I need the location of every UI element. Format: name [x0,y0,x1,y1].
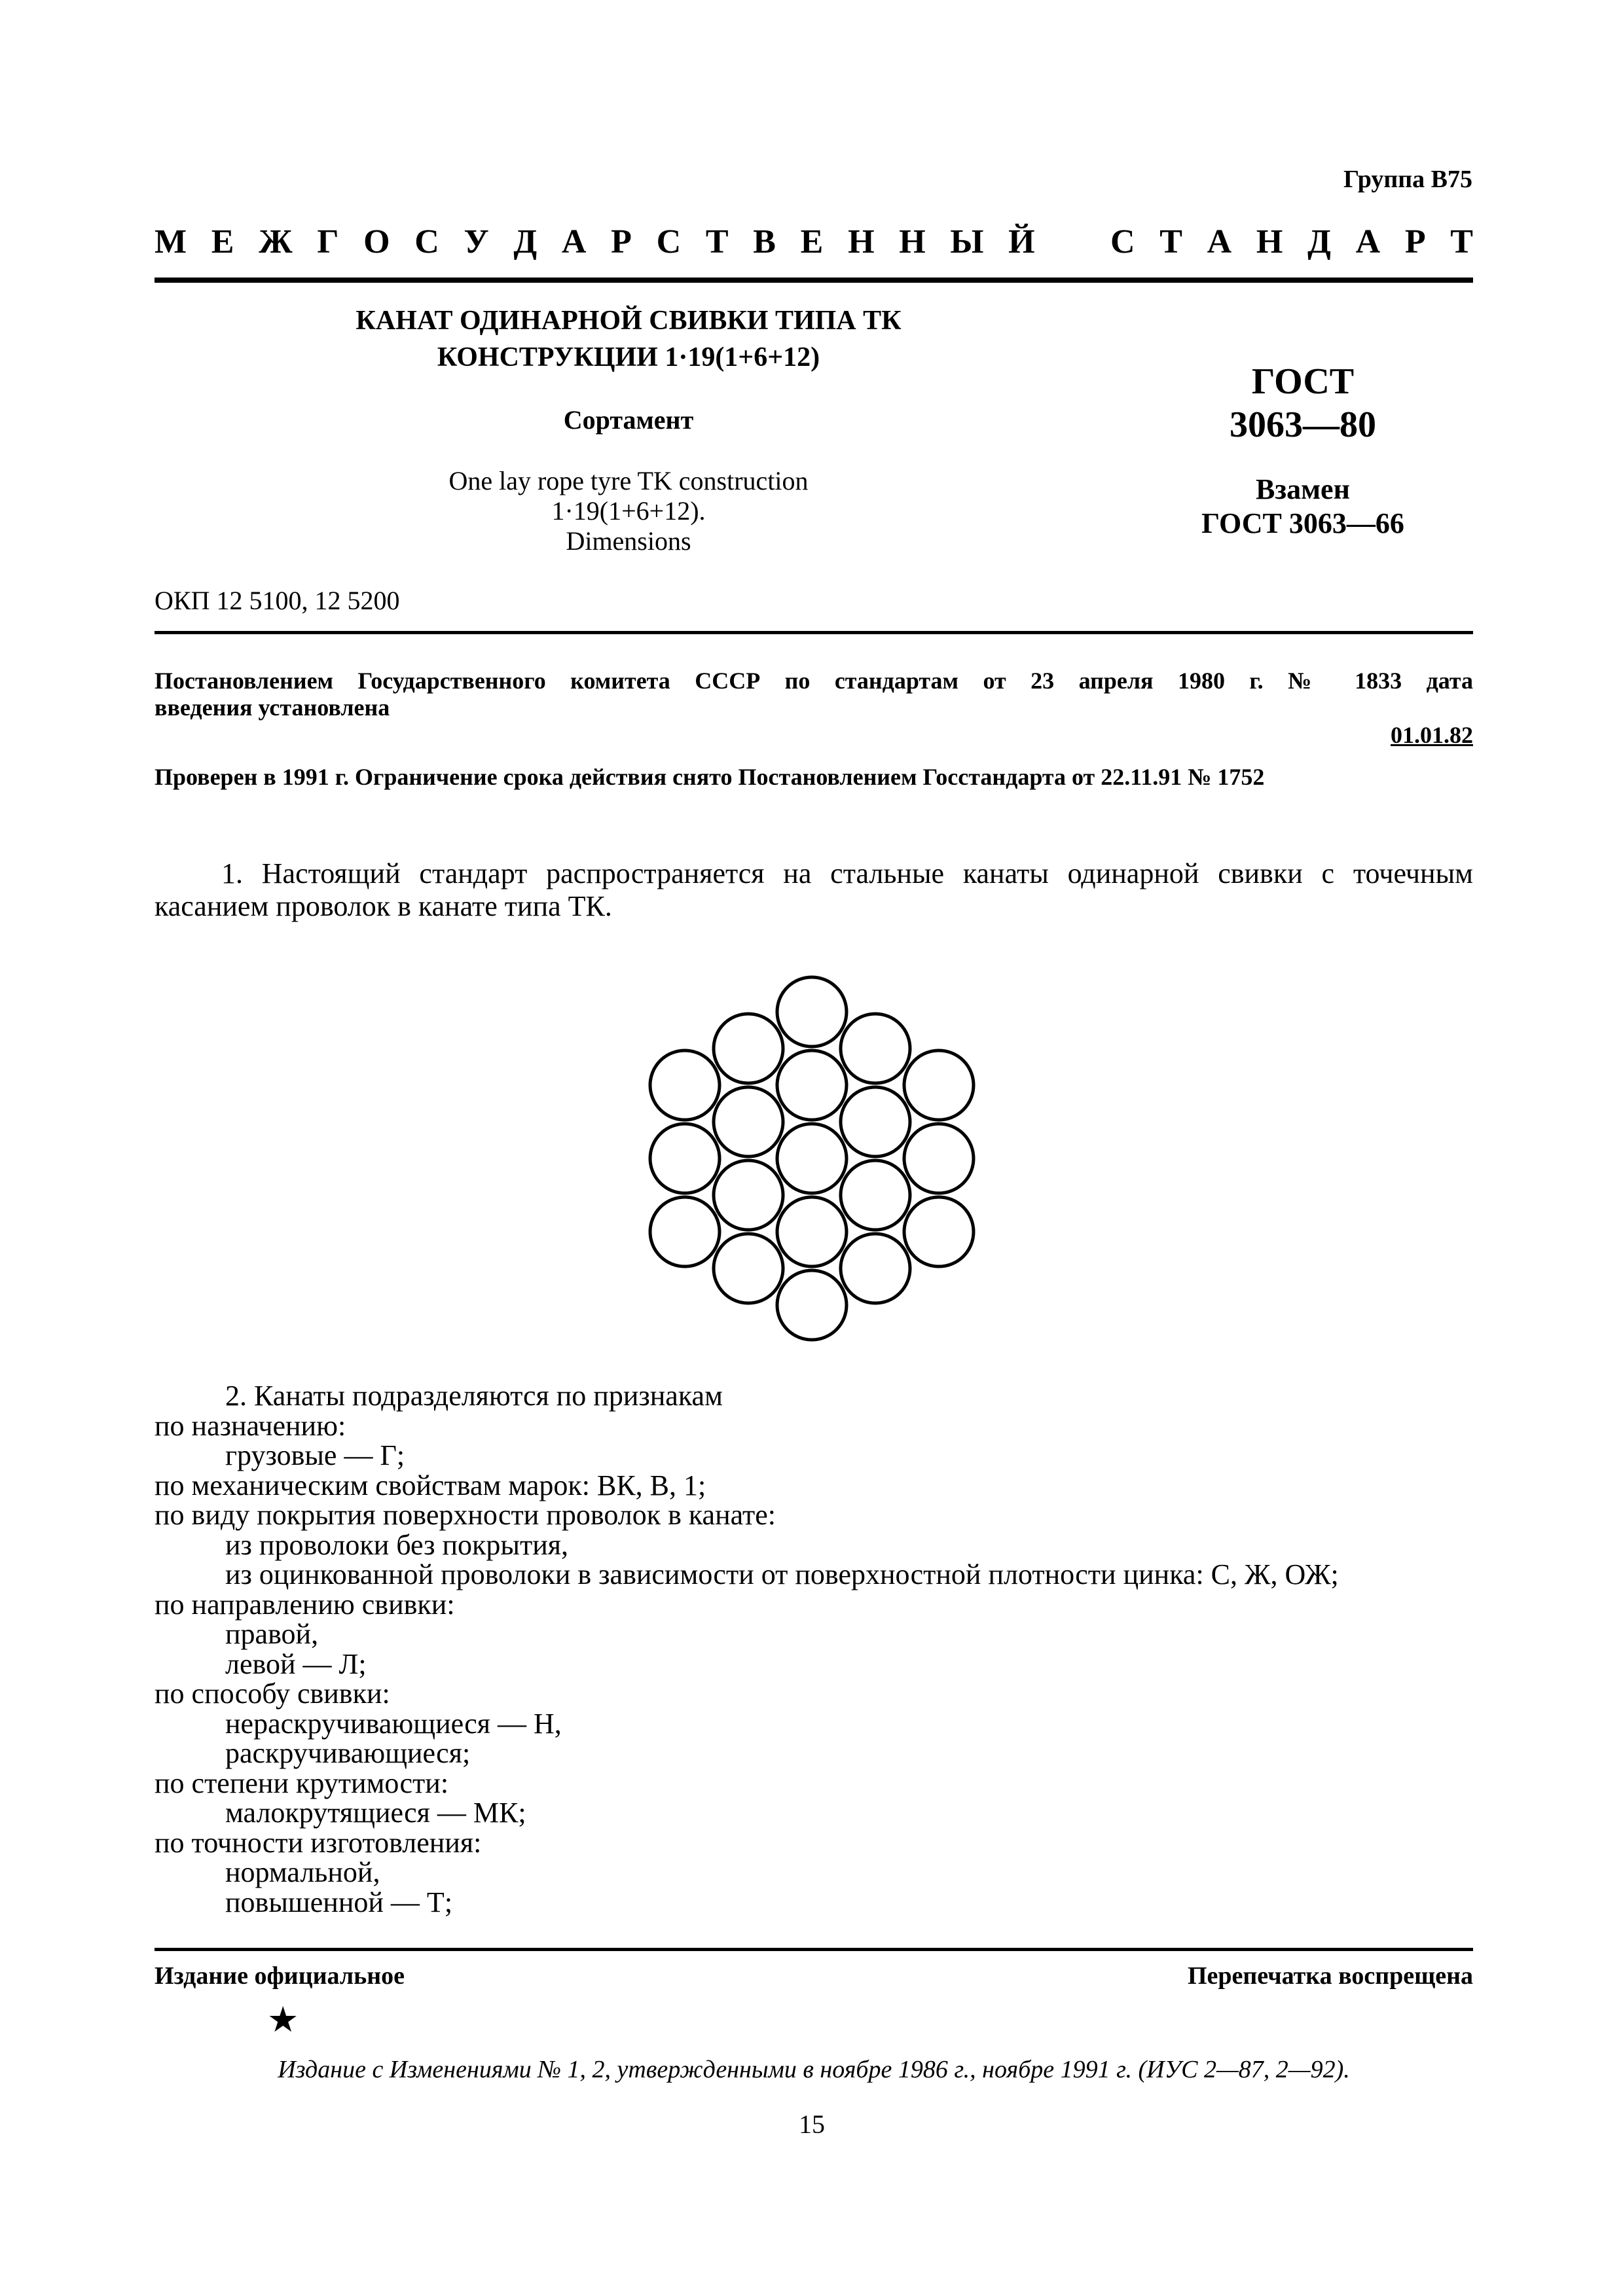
list-item: по точности изготовления: [155,1826,482,1859]
reprint-prohibited-label: Перепечатка воспрещена [1187,1962,1473,1990]
outer-wire [650,1197,720,1266]
list-item: нераскручивающиеся — Н, [225,1707,562,1740]
replaces-block [1152,473,1453,541]
footer-rule [155,1948,1473,1951]
banner-letter: А [1207,223,1232,260]
section-rule [155,631,1473,634]
inner-wire [777,1050,847,1120]
banner-letter: М [155,223,187,260]
classification-list [155,1381,1339,1917]
list-item: левой — Л; [225,1647,367,1680]
inner-wire [777,1197,847,1266]
banner-letter: Й [1008,223,1035,260]
header-rule [155,278,1473,283]
english-line-2: 1·19(1+6+12). [551,496,706,526]
page-number: 15 [799,2109,825,2139]
banner-letter: Е [800,223,824,260]
outer-wire [777,977,847,1047]
replaces-value: ГОСТ 3063—66 [1201,507,1404,539]
banner-letter: Ж [259,223,293,260]
gost-number [1152,360,1453,446]
document-title [275,302,982,376]
outer-wire [777,1270,847,1340]
core-wire [777,1124,847,1193]
inner-wire [714,1160,783,1230]
subtitle: Сортамент [563,405,694,435]
banner-letter: Н [848,223,875,260]
okp-code: ОКП 12 5100, 12 5200 [155,586,400,615]
english-title [367,466,890,556]
english-line-3: Dimensions [566,526,691,556]
outer-wire [904,1050,974,1120]
banner-letter: Н [899,223,926,260]
outer-wire [841,1014,910,1083]
list-item: по степени крутимости: [155,1767,449,1799]
list-intro: 2. Канаты подразделяются по признакам [225,1380,723,1412]
checked-note: Проверен в 1991 г. Ограничение срока действия снято Постановлением Госстандарта от 22.11.91 № 1752 [155,764,1265,790]
outer-wire [714,1014,783,1083]
list-item: из оцинкованной проволоки в зависимости от поверхностной плотности цинка: С, Ж, ОЖ; [225,1558,1339,1590]
gost-value: 3063—80 [1230,404,1376,445]
banner-letter: Ы [950,223,984,260]
banner-letter: Т [1159,223,1182,260]
decree-line-2: введения установлена [155,694,390,721]
list-item: по способу свивки: [155,1677,390,1710]
outer-wire [650,1050,720,1120]
outer-wire [841,1234,910,1303]
standard-banner [155,223,1473,261]
banner-letter: Е [211,223,234,260]
banner-letter: О [363,223,390,260]
banner-letter: С [1110,223,1135,260]
banner-letter: Г [317,223,339,260]
official-edition-label: Издание официальное [155,1962,405,1990]
title-line-2: КОНСТРУКЦИИ 1·19(1+6+12) [437,342,820,372]
banner-letter: Т [705,223,729,260]
effective-date: 01.01.82 [1391,722,1473,748]
banner-letter: С [656,223,682,260]
replaces-label: Взамен [1256,473,1350,505]
list-item: раскручивающиеся; [225,1737,471,1769]
outer-wire [714,1234,783,1303]
banner-letter: Р [611,223,632,260]
banner-letter: Н [1256,223,1283,260]
banner-letter: А [1355,223,1381,260]
inner-wire [714,1087,783,1157]
list-item: из проволоки без покрытия, [225,1528,569,1561]
list-item: грузовые — Г; [225,1439,405,1471]
gost-label: ГОСТ [1251,361,1355,402]
list-item: по механическим свойствам марок: ВК, В, 1; [155,1469,706,1501]
banner-letter: В [753,223,776,260]
list-item: правой, [225,1618,319,1650]
english-line-1: One lay rope tyre TK construction [448,466,809,495]
banner-letter: Т [1450,223,1473,260]
paragraph-1: 1. Настоящий стандарт распространяется на стальные канаты одинарной свивки с точечным касанием проволок в канате типа ТК. [155,857,1473,922]
edition-note: Издание с Изменениями № 1, 2, утвержденными в ноябре 1986 г., ноябре 1991 г. (ИУС 2—87, 2—92). [278,2056,1350,2083]
banner-letter: У [464,223,489,260]
list-item: по назначению: [155,1409,346,1442]
banner-gap [1059,223,1085,261]
banner-letter: С [414,223,439,260]
inner-wire [841,1087,910,1157]
decree-line-1: Постановлением Государственного комитета СССР по стандартам от 23 апреля 1980 г. № 1833 дата [155,668,1473,694]
banner-letter: Д [1307,223,1331,260]
group-code: Группа В75 [1343,166,1472,193]
list-item: повышенной — Т; [225,1886,453,1918]
list-item: нормальной, [225,1856,380,1888]
banner-letter: Р [1404,223,1426,260]
banner-letter: Д [513,223,538,260]
outer-wire [650,1124,720,1193]
inner-wire [841,1160,910,1230]
outer-wire [904,1124,974,1193]
title-line-1: КАНАТ ОДИНАРНОЙ СВИВКИ ТИПА ТК [356,306,902,336]
list-item: малокрутящиеся — МК; [225,1797,526,1829]
list-item: по направлению свивки: [155,1588,455,1621]
banner-letter: А [561,223,587,260]
list-item: по виду покрытия поверхности проволок в канате: [155,1499,776,1531]
rope-cross-section-icon [576,942,1048,1374]
star-icon: ★ [267,2000,299,2039]
outer-wire [904,1197,974,1266]
